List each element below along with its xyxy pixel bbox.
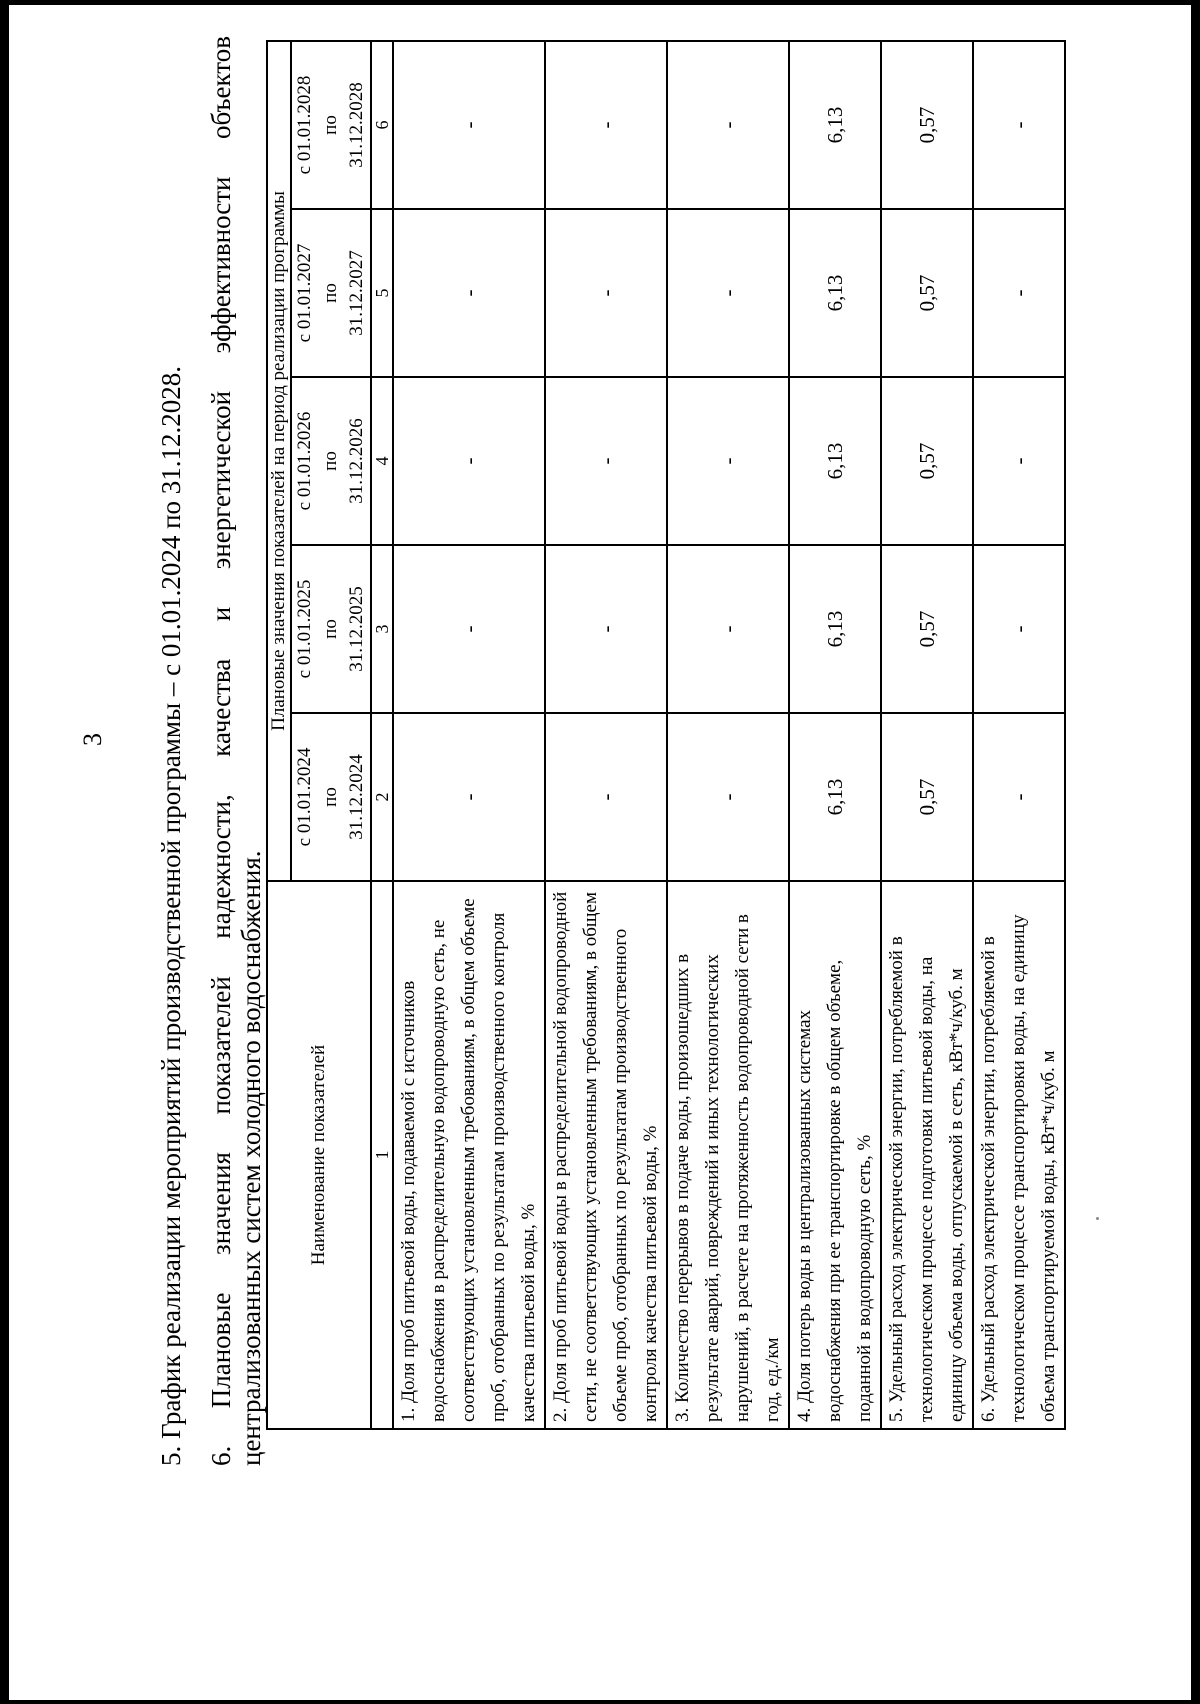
section-6-word: надежности, [206, 794, 236, 939]
period-from: с 01.01.2027 [294, 243, 315, 343]
section-6-word: значения [206, 1152, 236, 1255]
column-number: 2 [371, 713, 393, 881]
indicator-value: - [393, 41, 545, 209]
page-number: 3 [78, 733, 107, 746]
section-5-heading: 5. График реализации мероприятий производственной программы – с 01.01.2024 по 31.12.2028. [156, 365, 186, 1466]
period-from: с 01.01.2028 [294, 75, 315, 175]
table-row [545, 41, 667, 1429]
indicator-value: 0,57 [881, 713, 973, 881]
indicator-value: 6,13 [789, 377, 881, 545]
indicator-value: - [667, 545, 789, 713]
indicator-name: 1. Доля проб питьевой воды, подаваемой с источников водоснабжения в распределительную водопроводную сеть, не соответствующих установленным требованиям, в общем объеме проб, отобранных по результатам производственного контроля качества питьевой воды, % [393, 881, 545, 1429]
indicator-value: - [973, 377, 1065, 545]
indicator-value: - [667, 713, 789, 881]
column-number: 6 [371, 41, 393, 209]
table-row [789, 41, 881, 1429]
indicator-value: 0,57 [881, 41, 973, 209]
section-6-word: энергетической [206, 390, 236, 570]
period-header [291, 209, 371, 377]
table-row [973, 41, 1065, 1429]
indicator-value: - [545, 209, 667, 377]
indicator-value: 0,57 [881, 209, 973, 377]
period-po: по [320, 115, 341, 135]
section-6-word: 6. [206, 1445, 236, 1466]
section-6-line-1 [206, 36, 236, 1466]
column-number: 5 [371, 209, 393, 377]
table-row [667, 41, 789, 1429]
period-to: 31.12.2027 [346, 250, 367, 336]
section-6-word: и [206, 606, 236, 622]
section-6-word: Плановые [206, 1292, 236, 1409]
section-6-line-2: централизованных систем холодного водоснабжения. [236, 850, 266, 1466]
indicator-value: - [667, 41, 789, 209]
period-po: по [320, 619, 341, 639]
table-row [881, 41, 973, 1429]
indicator-value: 0,57 [881, 545, 973, 713]
section-6-word: эффективности [206, 176, 236, 354]
indicator-name: 6. Удельный расход электрической энергии, потребляемой в технологическом процессе транспортировки воды, на единицу объема транспортируемой воды, кВт*ч/куб. м [973, 881, 1065, 1429]
period-to: 31.12.2026 [346, 418, 367, 504]
indicator-value: - [393, 209, 545, 377]
period-header [291, 713, 371, 881]
column-number: 3 [371, 545, 393, 713]
section-6-word: объектов [206, 36, 236, 139]
indicator-value: - [545, 377, 667, 545]
indicator-name: 2. Доля проб питьевой воды в распределительной водопроводной сети, не соответствующих установленным требованиям, в общем объеме проб, отобранных по результатам производственного контроля качества питьевой воды, % [545, 881, 667, 1429]
indicator-name: 4. Доля потерь воды в централизованных системах водоснабжения при ее транспортировке в общем объеме, поданной в водопроводную сеть, % [789, 881, 881, 1429]
indicator-value: 6,13 [789, 713, 881, 881]
period-header [291, 41, 371, 209]
indicator-name: 3. Количество перерывов в подаче воды, произошедших в результате аварий, повреждений и иных технологических нарушений, в расчете на протяженность водопроводной сети в год, ед./км [667, 881, 789, 1429]
indicator-value: - [393, 713, 545, 881]
indicator-value: 6,13 [789, 209, 881, 377]
indicator-name: 5. Удельный расход электрической энергии, потребляемой в технологическом процессе подготовки питьевой воды, на единицу объема воды, отпускаемой в сеть, кВт*ч/куб. м [881, 881, 973, 1429]
column-number: 4 [371, 377, 393, 545]
period-to: 31.12.2025 [346, 586, 367, 672]
period-po: по [320, 283, 341, 303]
period-header [291, 545, 371, 713]
period-header [291, 377, 371, 545]
indicator-value: - [667, 377, 789, 545]
indicator-value: - [973, 209, 1065, 377]
period-to: 31.12.2024 [346, 754, 367, 840]
period-from: с 01.01.2025 [294, 579, 315, 679]
table-body [393, 41, 1065, 1429]
period-po: по [320, 451, 341, 471]
section-6-heading [206, 36, 266, 1466]
table-row [393, 41, 545, 1429]
section-6-word: качества [206, 658, 236, 757]
scan-speck [1096, 1217, 1099, 1220]
indicator-value: - [667, 209, 789, 377]
indicator-value: - [545, 713, 667, 881]
indicator-value: - [973, 545, 1065, 713]
indicator-value: 0,57 [881, 377, 973, 545]
column-number-row [371, 41, 393, 1429]
period-to: 31.12.2028 [346, 82, 367, 168]
header-indicator: Наименование показателей [267, 881, 371, 1429]
period-from: с 01.01.2026 [294, 411, 315, 511]
indicator-value: - [545, 545, 667, 713]
indicator-value: - [545, 41, 667, 209]
header-period: Плановые значения показателей на период реализации программы [267, 41, 291, 881]
indicator-value: 6,13 [789, 545, 881, 713]
indicator-value: - [393, 377, 545, 545]
indicator-value: 6,13 [789, 41, 881, 209]
period-from: с 01.01.2024 [294, 747, 315, 847]
indicator-value: - [973, 713, 1065, 881]
period-po: по [320, 787, 341, 807]
rotated-page [78, 30, 1059, 1530]
section-6-word: показателей [206, 976, 236, 1115]
indicator-value: - [973, 41, 1065, 209]
indicators-table [266, 40, 1066, 1430]
column-number: 1 [371, 881, 393, 1429]
indicator-value: - [393, 545, 545, 713]
